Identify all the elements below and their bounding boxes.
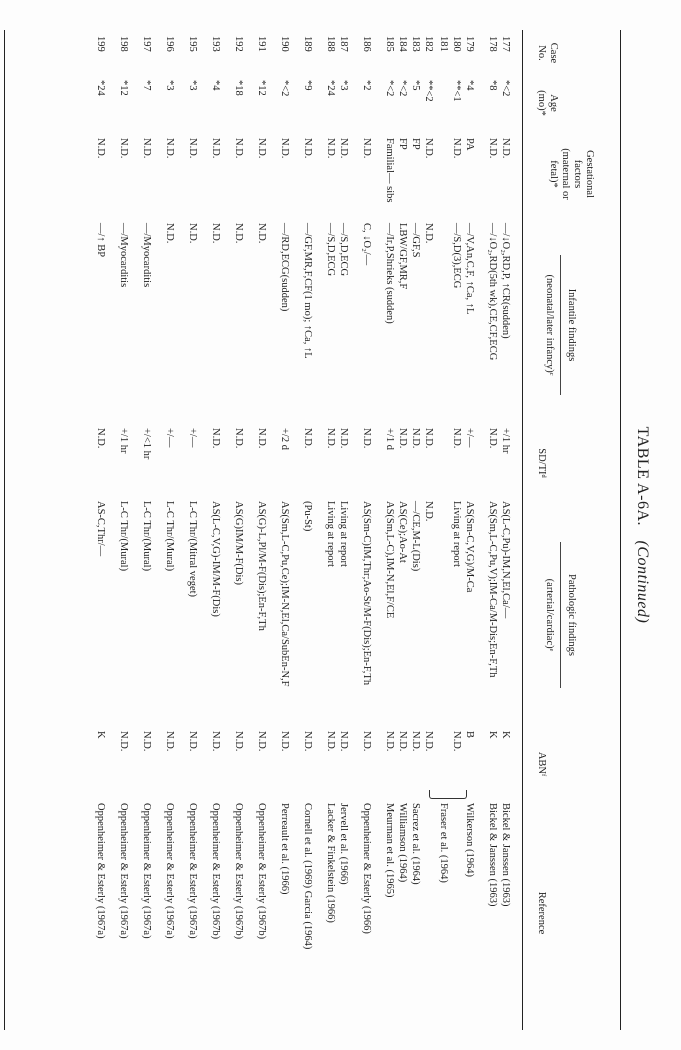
cell-sd: +/— [464, 428, 475, 448]
cell-inf: N.D. [256, 223, 267, 244]
header-reference: Reference [536, 891, 547, 935]
cell-sd: N.D. [302, 428, 313, 449]
header-case-line2: No. [536, 45, 547, 61]
cell-abn: N.D. [451, 731, 462, 752]
cell-age: *7 [141, 80, 152, 91]
cell-age: **<1 [451, 80, 462, 102]
cell-sd: N.D. [338, 428, 349, 449]
cell-path: (Pu-St) [302, 501, 313, 532]
table-row [105, 0, 129, 1050]
header-gestational-line3: (maternal or [560, 148, 571, 200]
cell-path: AS(Sm,L-C),IM-N,El,F/CE [384, 501, 395, 619]
table-row [128, 0, 152, 1050]
cell-sd: N.D. [325, 428, 336, 449]
cell-age: *3 [187, 80, 198, 91]
cell-path: Living at report [338, 501, 349, 567]
header-abn: ABNᶠ [536, 751, 547, 777]
table-row [197, 0, 221, 1050]
cell-ges: N.D. [500, 138, 511, 159]
header-gestational [547, 132, 595, 216]
cell-ref: Lacker & Finkelstein (1966) [325, 803, 336, 923]
cell-abn: N.D. [410, 731, 421, 752]
cell-ref: Sacrez et al. (1964) [410, 803, 421, 885]
cell-ges: N.D. [451, 138, 462, 159]
cell-sd: N.D. [451, 428, 462, 449]
cell-age: **<2 [423, 80, 434, 102]
cell-ref: Meurman et al. (1965) [384, 803, 395, 898]
cell-abn: N.D. [210, 731, 221, 752]
cell-path: L-C Thr/(Mitral veget) [187, 501, 198, 598]
cell-ges: N.D. [256, 138, 267, 159]
cell-inf: —/S,D,ECG [325, 223, 336, 277]
header-gestational-line2: factors [572, 159, 583, 189]
header-pathologic [543, 502, 577, 728]
header-age-line1: Age [548, 94, 559, 112]
table-row [243, 0, 267, 1050]
cell-age: *4 [210, 80, 221, 91]
cell-sd: N.D. [397, 428, 408, 449]
header-infantile-line2: (neonatal/later infancy)ᶜ [544, 274, 555, 376]
cell-inf: —/RD,ECG(sudden) [279, 223, 290, 312]
cell-abn: K [500, 731, 511, 739]
cell-ges: PA [464, 138, 475, 151]
cell-age: *9 [302, 80, 313, 91]
table-row [348, 0, 372, 1050]
cell-case: 193 [210, 36, 221, 52]
cell-case: 179 [464, 36, 475, 52]
header-rule [522, 30, 523, 1030]
pathologic-span-rule [560, 542, 561, 688]
cell-ref: Perreault et al. (1966) [279, 803, 290, 895]
cell-path: AS(Sm-C,V,G)/M-Ca [464, 501, 475, 593]
cell-case: 183 [410, 36, 421, 52]
infantile-span-rule [560, 255, 561, 395]
cell-inf: —/V,An,C,F, ↑Ca, ↑L [464, 223, 475, 315]
cell-ges: N.D. [187, 138, 198, 159]
cell-ref: Oppenheimer & Esterly (1966) [361, 803, 372, 934]
cell-ref: Williamson (1964) [397, 803, 408, 883]
cell-ref: Oppenheimer & Esterly (1967a) [187, 803, 198, 939]
cell-ges: N.D. [118, 138, 129, 159]
cell-abn: N.D. [338, 731, 349, 752]
header-infantile [543, 225, 577, 425]
cell-ref: Jervell et al. (1966) [338, 803, 349, 885]
cell-inf: LBW/GF,MR,F [397, 223, 408, 290]
cell-sd: N.D. [210, 428, 221, 449]
cell-inf: —/Myocarditis [141, 223, 152, 288]
cell-inf: N.D. [164, 223, 175, 244]
cell-age: *12 [118, 80, 129, 96]
cell-sd: N.D. [233, 428, 244, 449]
cell-sd: +/1 d [384, 428, 395, 450]
cell-inf: C, ↓O₂/— [361, 223, 372, 266]
cell-age: *3 [338, 80, 349, 91]
cell-ges: Familial— sibs [384, 138, 395, 203]
cell-ref: Oppenheimer & Esterly (1967a) [141, 803, 152, 939]
cell-sd: +/— [164, 428, 175, 448]
cell-abn: N.D. [325, 731, 336, 752]
cell-sd: N.D. [423, 428, 434, 449]
cell-inf: —/↓O₂,RD(5th wk),CE,CF,ECG [487, 223, 498, 361]
cell-abn: N.D. [141, 731, 152, 752]
cell-abn: N.D. [187, 731, 198, 752]
cell-inf: —/Ir,P,Shrieks (sudden) [384, 223, 395, 324]
header-gestational-line1: Gestational [584, 150, 595, 198]
table-row [289, 0, 313, 1050]
cell-inf: N.D. [233, 223, 244, 244]
header-pathologic-line2: (arterial/cardiac)ᵉ [544, 578, 555, 652]
header-infantile-line1: Infantile findings [566, 288, 577, 362]
cell-ref: Oppenheimer & Esterly (1967a) [95, 803, 106, 939]
cell-sd: N.D. [361, 428, 372, 449]
cell-inf: —/↑ BP [95, 223, 106, 258]
cell-abn: B [464, 731, 475, 739]
cell-ges: N.D. [487, 138, 498, 159]
cell-ref: Oppenheimer & Esterly (1967b) [256, 803, 267, 940]
header-age [535, 78, 559, 128]
table-row [220, 0, 244, 1050]
cell-age: *12 [256, 80, 267, 96]
cell-ges: FP [410, 138, 421, 150]
cell-ges: N.D. [361, 138, 372, 159]
cell-case: 177 [500, 36, 511, 52]
cell-case: 189 [302, 36, 313, 52]
cell-ref: Oppenheimer & Esterly (1967b) [210, 803, 221, 940]
cell-abn: N.D. [256, 731, 267, 752]
cell-path: AS(G)-L,Pl/M-F(Dis);En-F,Th [256, 501, 267, 631]
cell-inf: —/↓O₂,RD,P, ↑CR(sudden) [500, 223, 511, 339]
cell-path: L-C Thr/(Mural) [141, 501, 152, 572]
cell-case: 199 [95, 36, 106, 52]
table-row [266, 0, 290, 1050]
cell-age: *5 [410, 80, 421, 91]
cell-sd: N.D. [256, 428, 267, 449]
header-age-line2: (mo)* [536, 90, 547, 116]
cell-ref: Oppenheimer & Esterly (1967b) [233, 803, 244, 940]
cell-ref: Wilkerson (1964) [464, 803, 475, 877]
cell-abn: N.D. [279, 731, 290, 752]
cell-abn: N.D. [302, 731, 313, 752]
cell-age: *24 [95, 80, 106, 96]
cell-path: AS(L-C,V,G)-IM/M-F(Dis) [210, 501, 221, 617]
cell-path: AS(L-C,Pu)-IM,N,El,Ca/— [500, 501, 511, 619]
caption-prefix: TABLE A-6A. [634, 426, 651, 526]
cell-ges: N.D. [210, 138, 221, 159]
caption-continued: (Continued) [634, 540, 651, 624]
cell-inf: —/S,D,ECG [338, 223, 349, 277]
cell-ges: N.D. [233, 138, 244, 159]
cell-abn: N.D. [233, 731, 244, 752]
cell-case: 182 [423, 36, 434, 52]
header-case [535, 30, 559, 76]
cell-age: *8 [487, 80, 498, 91]
header-gestational-line4: fetal)* [548, 160, 559, 188]
cell-age: *<2 [279, 80, 290, 97]
cell-case: 190 [279, 36, 290, 52]
cell-ges: N.D. [141, 138, 152, 159]
cell-case: 188 [325, 36, 336, 52]
cell-case: 195 [187, 36, 198, 52]
cell-age: *24 [325, 80, 336, 96]
cell-inf: N.D. [423, 223, 434, 244]
cell-inf: N.D. [187, 223, 198, 244]
cell-ges: N.D. [302, 138, 313, 159]
cell-sd: N.D. [95, 428, 106, 449]
cell-age: *2 [361, 80, 372, 91]
cell-abn: N.D. [164, 731, 175, 752]
cell-sd: +/1 hr [500, 428, 511, 454]
cell-age: *18 [233, 80, 244, 96]
cell-ges: N.D. [325, 138, 336, 159]
cell-ges: N.D. [95, 138, 106, 159]
bottom-rule [4, 30, 5, 1030]
cell-abn: N.D. [361, 731, 372, 752]
cell-sd: +/2 d [279, 428, 290, 450]
table-row [371, 0, 395, 1050]
cell-path: N.D. [423, 501, 434, 522]
cell-sd: +/1 hr [118, 428, 129, 454]
cell-sd: +/<1 hr [141, 428, 152, 460]
reference-brace [429, 790, 467, 799]
cell-ref: Cornell et al. (1969) Garcia (1964) [302, 803, 313, 950]
cell-sd: N.D. [410, 428, 421, 449]
cell-abn: N.D. [118, 731, 129, 752]
cell-sd: +/— [187, 428, 198, 448]
cell-inf: —/Myocarditis [118, 223, 129, 288]
header-pathologic-line1: Pathologic findings [566, 574, 577, 656]
cell-case: 192 [233, 36, 244, 52]
cell-path: AS(G)IM/M-F(Dis) [233, 501, 244, 585]
cell-abn: N.D. [397, 731, 408, 752]
cell-abn: K [487, 731, 498, 739]
cell-ref: Fraser et al. (1964) [438, 803, 449, 883]
cell-case: 184 [397, 36, 408, 52]
cell-ges: N.D. [164, 138, 175, 159]
table-row [174, 0, 198, 1050]
cell-ges: N.D. [423, 138, 434, 159]
cell-inf: N.D. [210, 223, 221, 244]
cell-ref: Oppenheimer & Esterly (1967a) [118, 803, 129, 939]
cell-inf: —/S,D(3),ECG [451, 223, 462, 289]
header-case-line1: Case [548, 42, 559, 64]
cell-path: AS(Ce);Ao-At [397, 501, 408, 563]
cell-age: *<2 [500, 80, 511, 97]
cell-path: AS(Sm,L-C,Pu,V);IM-Ca/M-Dis;En-F,Th [487, 501, 498, 678]
cell-ref: Bickel & Janssen (1963) [487, 803, 498, 907]
cell-age: *4 [464, 80, 475, 91]
top-rule [620, 30, 621, 1030]
cell-case: 191 [256, 36, 267, 52]
cell-inf: —/GF,S [410, 223, 421, 258]
table-row [151, 0, 175, 1050]
cell-inf: —/GF,MR,F,CF(1 mo); ↑Ca, ↑L [302, 223, 313, 359]
cell-age: *<2 [397, 80, 408, 97]
cell-case: 197 [141, 36, 152, 52]
table-row [82, 0, 106, 1050]
cell-path: —/CE,M-L(Dis) [410, 501, 421, 572]
table-row [474, 0, 498, 1050]
cell-ref: Bickel & Janssen (1963) [500, 803, 511, 907]
cell-path: L-C Thr/(Mural) [164, 501, 175, 572]
cell-ges: N.D. [279, 138, 290, 159]
cell-case: 186 [361, 36, 372, 52]
cell-age: *<2 [384, 80, 395, 97]
cell-path: AS(Sm,L-C,Pu,Ce);IM-N,El,Ca/SubEn-N,F [279, 501, 290, 687]
cell-abn: N.D. [384, 731, 395, 752]
cell-case: 180 [451, 36, 462, 52]
cell-case: 198 [118, 36, 129, 52]
table-row [312, 0, 336, 1050]
cell-path: Living at report [325, 501, 336, 567]
cell-path: L-C Thr/(Mural) [118, 501, 129, 572]
cell-case: 196 [164, 36, 175, 52]
cell-case: 185 [384, 36, 395, 52]
table-caption [633, 0, 651, 1050]
cell-abn: N.D. [423, 731, 434, 752]
cell-ges: FP [397, 138, 408, 150]
cell-path: AS-C,Thr/— [95, 501, 106, 557]
cell-ges: N.D. [338, 138, 349, 159]
cell-case: 178 [487, 36, 498, 52]
cell-age: *3 [164, 80, 175, 91]
cell-ref: Oppenheimer & Esterly (1967a) [164, 803, 175, 939]
cell-path: Living at report [451, 501, 462, 567]
cell-path: AS(Sm-C)IM,Thr;Ao-St/M-F(Dis);En-F,Th [361, 501, 372, 686]
header-sdti: SD/TIᵈ [536, 448, 547, 478]
cell-abn: K [95, 731, 106, 739]
cell-case: 187 [338, 36, 349, 52]
cell-case: 181 [438, 36, 449, 52]
cell-sd: N.D. [487, 428, 498, 449]
